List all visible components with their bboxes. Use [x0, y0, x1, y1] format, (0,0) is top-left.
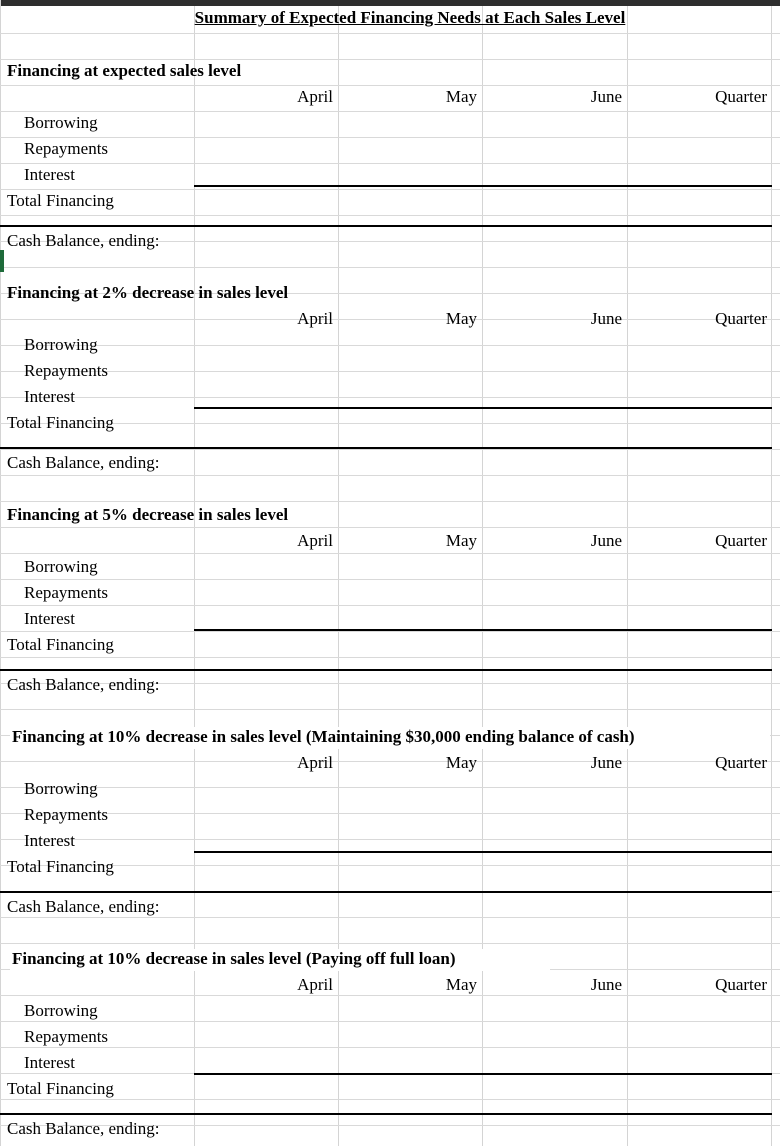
column-header-may: May [445, 87, 477, 106]
row-gridline [0, 501, 780, 502]
column-header-june: June [590, 309, 622, 328]
row-gridline [0, 787, 780, 788]
row-gridline [0, 189, 780, 190]
column-header-april: April [297, 309, 333, 328]
row-gridline [0, 85, 780, 86]
row-gridline [0, 917, 780, 918]
row-label-repayments: Repayments [24, 1027, 109, 1046]
row-gridline [0, 605, 780, 606]
column-header-quarter: Quarter [715, 309, 767, 328]
row-label-cash-balance: Cash Balance, ending: [7, 453, 160, 472]
column-header-june: June [590, 975, 622, 994]
row-gridline [0, 111, 780, 112]
column-header-may: May [445, 531, 477, 550]
row-label-total-financing: Total Financing [7, 191, 114, 210]
row-label-borrowing: Borrowing [24, 335, 98, 354]
column-header-june: June [590, 753, 622, 772]
row-label-interest: Interest [24, 1053, 75, 1072]
row-gridline [0, 839, 780, 840]
row-gridline [0, 631, 780, 632]
row-gridline [0, 423, 780, 424]
column-header-quarter: Quarter [715, 975, 767, 994]
row-gridline [0, 345, 780, 346]
row-label-interest: Interest [24, 165, 75, 184]
row-gridline [0, 943, 780, 944]
subtotal-rule [194, 851, 772, 853]
section-heading: Financing at 10% decrease in sales level (Maintaining $30,000 ending balance of cash) [12, 727, 635, 746]
row-gridline [0, 163, 780, 164]
row-gridline [0, 59, 780, 60]
column-header-april: April [297, 975, 333, 994]
row-gridline [0, 449, 780, 450]
row-label-cash-balance: Cash Balance, ending: [7, 1119, 160, 1138]
row-label-repayments: Repayments [24, 139, 109, 158]
subtotal-rule [194, 185, 772, 187]
row-label-borrowing: Borrowing [24, 1001, 98, 1020]
row-gridline [0, 553, 780, 554]
column-header-quarter: Quarter [715, 753, 767, 772]
subtotal-rule [194, 407, 772, 409]
row-label-repayments: Repayments [24, 361, 109, 380]
row-label-interest: Interest [24, 609, 75, 628]
subtotal-rule [194, 1073, 772, 1075]
row-label-total-financing: Total Financing [7, 857, 114, 876]
row-label-cash-balance: Cash Balance, ending: [7, 897, 160, 916]
column-header-quarter: Quarter [715, 87, 767, 106]
section-heading: Financing at expected sales level [7, 61, 242, 80]
top-toolbar-edge [0, 0, 780, 6]
row-gridline [0, 995, 780, 996]
total-rule [0, 1113, 772, 1115]
column-header-june: June [590, 531, 622, 550]
row-label-borrowing: Borrowing [24, 779, 98, 798]
row-label-total-financing: Total Financing [7, 413, 114, 432]
row-gridline [0, 137, 780, 138]
column-header-april: April [297, 531, 333, 550]
row-label-repayments: Repayments [24, 805, 109, 824]
column-header-april: April [297, 87, 333, 106]
row-gridline [0, 1047, 780, 1048]
row-label-interest: Interest [24, 831, 75, 850]
row-gridline [0, 33, 780, 34]
subtotal-rule [194, 629, 772, 631]
row-gridline [0, 1021, 780, 1022]
row-gridline [0, 579, 780, 580]
section-heading: Financing at 5% decrease in sales level [7, 505, 289, 524]
section-heading: Financing at 2% decrease in sales level [7, 283, 289, 302]
column-header-may: May [445, 753, 477, 772]
total-rule [0, 225, 772, 227]
row-gridline [0, 527, 780, 528]
row-gridline [0, 371, 780, 372]
row-gridline [0, 397, 780, 398]
column-header-quarter: Quarter [715, 531, 767, 550]
row-label-borrowing: Borrowing [24, 557, 98, 576]
row-gridline [0, 1099, 780, 1100]
row-gridline [0, 709, 780, 710]
sheet-title: Summary of Expected Financing Needs at Each Sales Level [194, 8, 626, 27]
column-header-may: May [445, 975, 477, 994]
column-header-june: June [590, 87, 622, 106]
total-rule [0, 447, 772, 449]
row-label-cash-balance: Cash Balance, ending: [7, 675, 160, 694]
active-cell-indicator[interactable] [0, 250, 4, 272]
column-header-may: May [445, 309, 477, 328]
section-heading: Financing at 10% decrease in sales level (Paying off full loan) [12, 949, 456, 968]
row-label-total-financing: Total Financing [7, 1079, 114, 1098]
row-label-interest: Interest [24, 387, 75, 406]
row-label-repayments: Repayments [24, 583, 109, 602]
row-label-total-financing: Total Financing [7, 635, 114, 654]
column-header-april: April [297, 753, 333, 772]
row-gridline [0, 267, 780, 268]
grid-left-edge [0, 0, 1, 1146]
row-gridline [0, 215, 780, 216]
total-rule [0, 669, 772, 671]
row-label-borrowing: Borrowing [24, 113, 98, 132]
row-gridline [0, 813, 780, 814]
row-label-cash-balance: Cash Balance, ending: [7, 231, 160, 250]
row-gridline [0, 657, 780, 658]
total-rule [0, 891, 772, 893]
row-gridline [0, 475, 780, 476]
row-gridline [0, 865, 780, 866]
